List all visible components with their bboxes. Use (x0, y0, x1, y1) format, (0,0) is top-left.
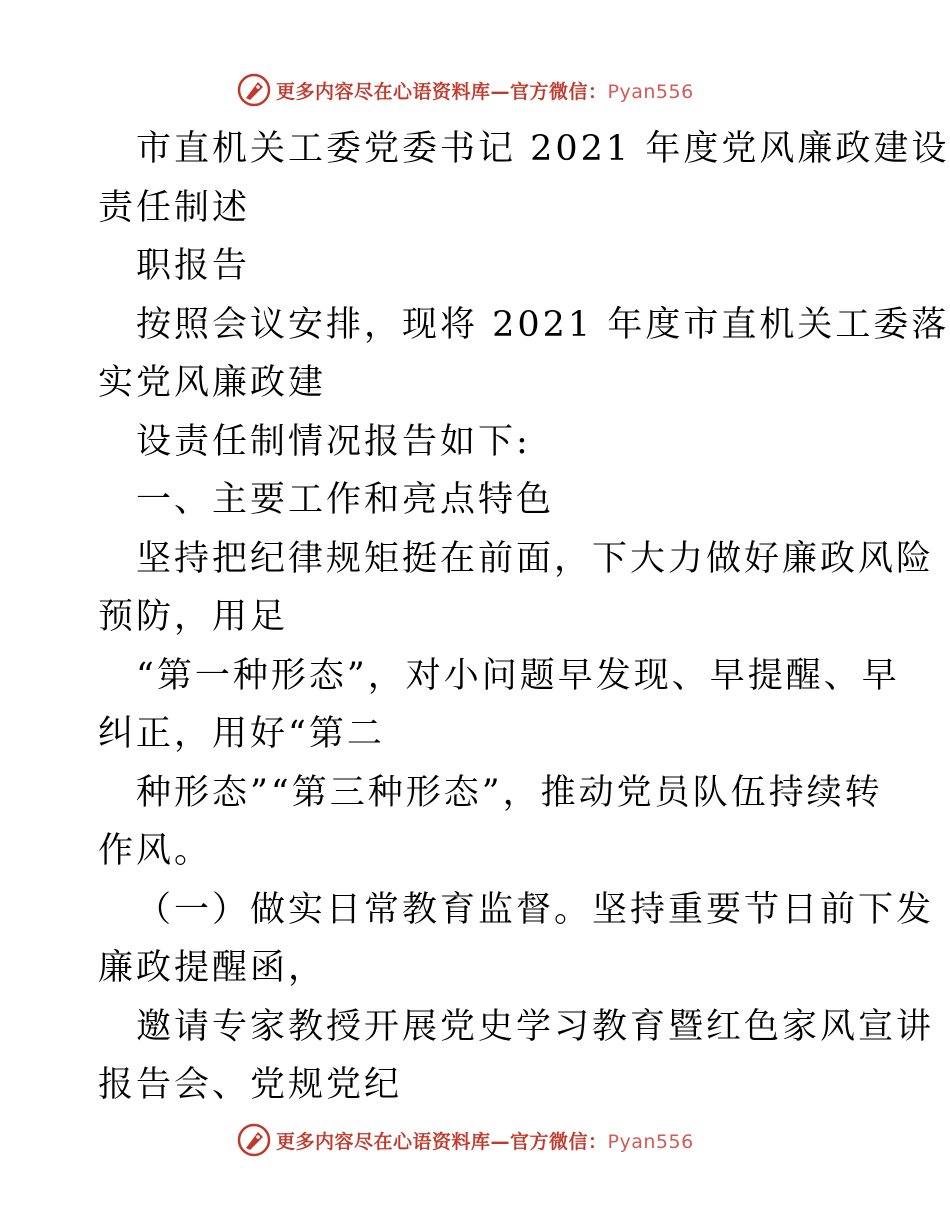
banner-text (276, 77, 694, 104)
banner-label: 官方微信： (510, 1130, 608, 1153)
banner-wechat-id: Pyan556 (607, 80, 694, 103)
banner-wechat-id: Pyan556 (607, 1130, 694, 1153)
document-line: 作风。 (98, 831, 213, 871)
document-line: 种形态”“第三种形态”，推动党员队伍持续转 (136, 772, 883, 813)
document-line: （一）做实日常教育监督。坚持重要节日前下发 (136, 889, 935, 930)
banner-dash: — (490, 80, 511, 103)
pen-nib-logo-icon (236, 1122, 272, 1158)
document-line: 市直机关工委党委书记 2021 年度党风廉政建设 (136, 129, 950, 169)
banner-label: 官方微信： (510, 80, 608, 103)
document-line: 邀请专家教授开展党史学习教育暨红色家风宣讲 (136, 1006, 935, 1047)
pen-nib-logo-icon (236, 72, 272, 108)
document-line: 设责任制情况报告如下: (136, 421, 531, 462)
document-line: 一、主要工作和亮点特色 (136, 480, 555, 520)
document-body (98, 120, 950, 1115)
document-line: 纠正，用好“第二 (98, 714, 385, 754)
document-line: 报告会、党规党纪 (98, 1065, 403, 1105)
document-line: 实党风廉政建 (98, 363, 327, 403)
document-line: 廉政提醒函， (98, 948, 327, 988)
banner-brand: 更多内容尽在心语资料库 (276, 80, 491, 103)
footer-banner (236, 1120, 694, 1160)
banner-text (276, 1127, 694, 1154)
document-line: 职报告 (136, 246, 251, 286)
header-banner (236, 70, 694, 110)
document-line: “第一种形态”，对小问题早发现、早提醒、早 (136, 655, 900, 696)
banner-brand: 更多内容尽在心语资料库 (276, 1130, 491, 1153)
document-line: 预防，用足 (98, 597, 289, 637)
document-line: 责任制述 (98, 187, 251, 228)
document-line: 按照会议安排，现将 2021 年度市直机关工委落 (136, 304, 950, 345)
document-line: 坚持把纪律规矩挺在前面，下大力做好廉政风险 (136, 538, 935, 579)
banner-dash: — (490, 1130, 511, 1153)
